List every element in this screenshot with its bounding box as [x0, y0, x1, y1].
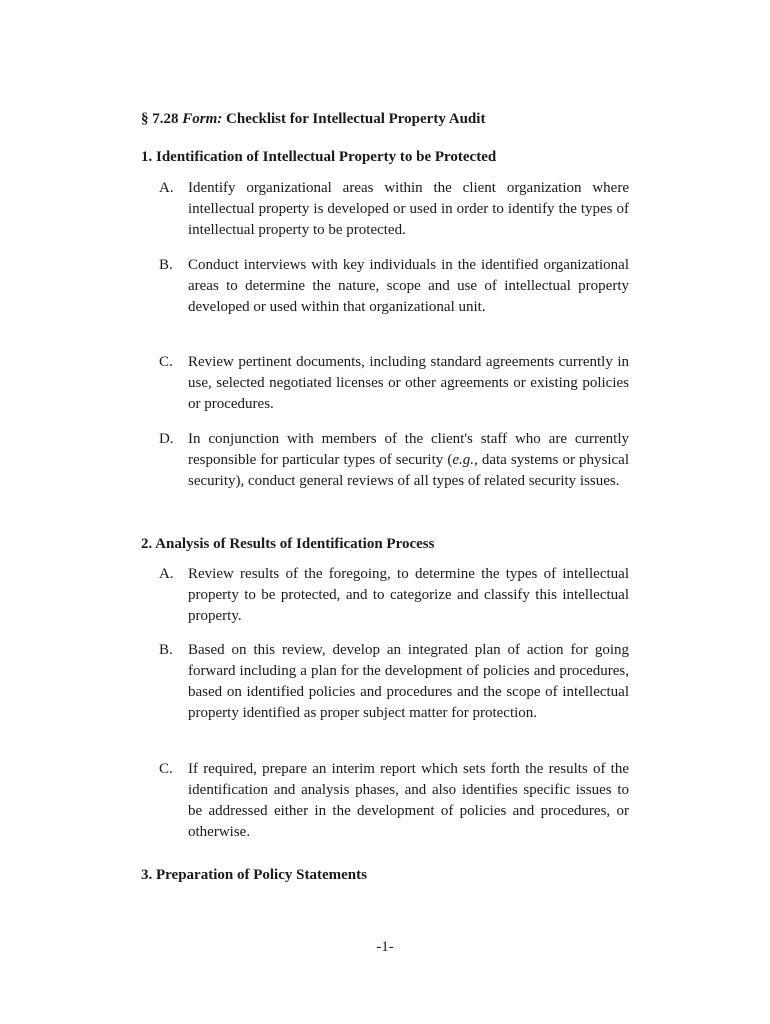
item-letter: B. [159, 642, 173, 658]
item-letter: C. [159, 354, 173, 370]
list-item-1b [159, 255, 629, 318]
item-text: Conduct interviews with key individuals in the identified organizational areas to determine the nature, scope and use of intellectual property developed or used within that organizational unit. [188, 257, 629, 315]
item-text: Based on this review, develop an integrated plan of action for going forward including a plan for the development of policies and procedures, based on identified policies and procedures and the scope of intellectual property identified as proper subject matter for protection. [188, 642, 629, 721]
list-item-1c [159, 352, 629, 415]
item-text: Identify organizational areas within the client organization where intellectual property is developed or used in order to identify the types of intellectual property to be protected. [188, 180, 629, 238]
item-letter: A. [159, 566, 174, 582]
section-heading-3: 3. Preparation of Policy Statements [141, 867, 367, 883]
item-text-italic: e.g. [452, 452, 474, 468]
document-title [141, 111, 485, 128]
item-text: Review pertinent documents, including standard agreements currently in use, selected negotiated licenses or other agreements or existing policies or procedures. [188, 354, 629, 412]
item-letter: A. [159, 180, 174, 196]
list-item-1d [159, 429, 629, 492]
title-rest: Checklist for Intellectual Property Audit [222, 111, 486, 127]
item-letter: C. [159, 761, 173, 777]
page-number: -1- [376, 939, 394, 955]
section-heading-2: 2. Analysis of Results of Identification Process [141, 536, 435, 552]
list-item-2c [159, 759, 629, 843]
item-letter: D. [159, 431, 174, 447]
list-item-2a [159, 564, 629, 627]
section-heading-1: 1. Identification of Intellectual Property to be Protected [141, 149, 497, 165]
item-text: If required, prepare an interim report which sets forth the results of the identification and analysis phases, and also identifies specific issues to be addressed either in the development of policies and procedures, or otherwise. [188, 761, 629, 840]
item-text [188, 429, 629, 492]
list-item-1a [159, 178, 629, 241]
item-text-part: , data systems or physical security), conduct general reviews of all types of related security issues. [188, 452, 629, 489]
list-item-2b [159, 640, 629, 724]
item-text: Review results of the foregoing, to determine the types of intellectual property to be protected, and to categorize and classify this intellectual property. [188, 566, 629, 624]
title-form-word: Form: [182, 111, 223, 127]
item-text-part: In conjunction with members of the client's staff who are currently responsible for particular types of security ( [188, 431, 629, 468]
item-letter: B. [159, 257, 173, 273]
title-prefix: § 7.28 [141, 111, 183, 127]
